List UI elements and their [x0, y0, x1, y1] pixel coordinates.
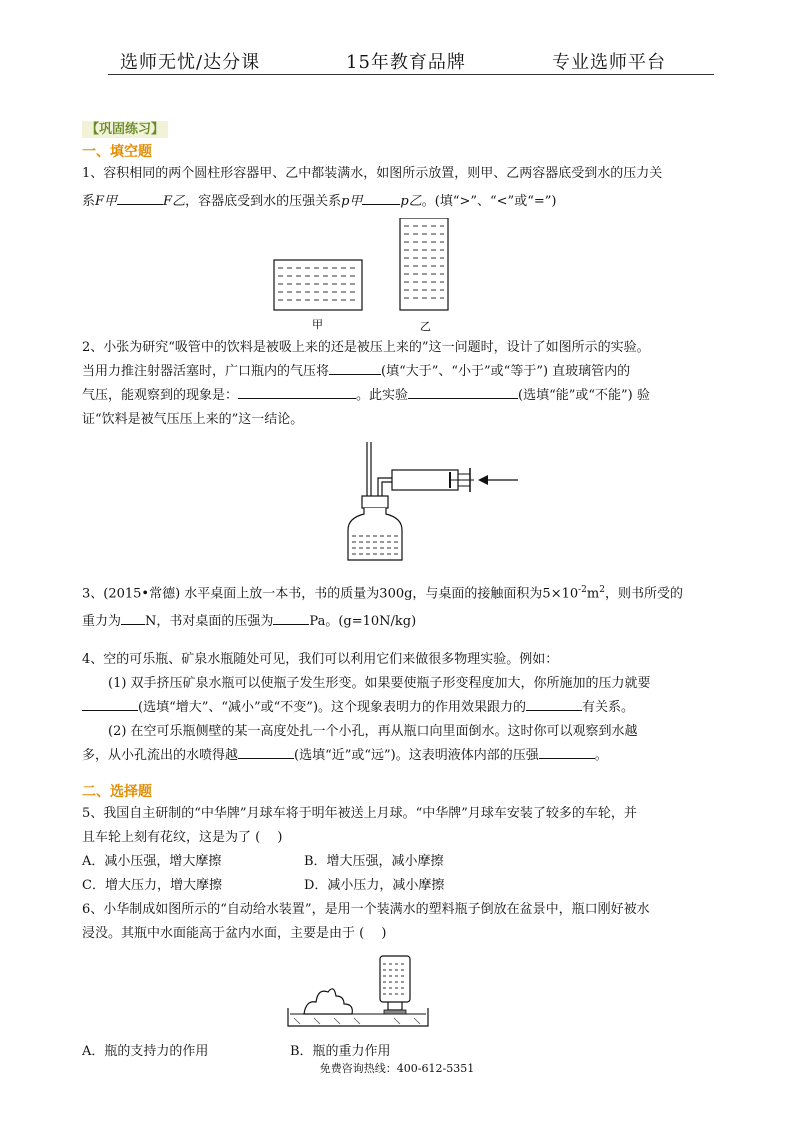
- q1-line1: 1、容积相同的两个圆柱形容器甲、乙中都装满水，如图所示放置，则甲、乙两容器底受到水的压力关: [82, 166, 663, 181]
- q5-option-d[interactable]: D．减小压力，减小摩擦: [304, 878, 445, 894]
- q3-blank-2[interactable]: [273, 610, 309, 625]
- inverted-bottle: [380, 956, 410, 1002]
- q2-line1: 2、小张为研究“吸管中的饮料是被吸上来的还是被压上来的”这一问题时，设计了如图所示的实验。: [82, 340, 650, 355]
- syringe: [392, 470, 458, 490]
- q4-line5: 多，从小孔流出的水喷得越 (选填“近”或“远”)。这表明液体内部的压强 。: [82, 744, 712, 768]
- q5-line1: 5、我国自主研制的“中华牌”月球车将于明年被送上月球。“中华牌”月球车安装了较多的车轮，并: [82, 806, 637, 822]
- q2-blank-2[interactable]: [238, 384, 356, 399]
- q5-option-b[interactable]: B．增大压强，减小摩擦: [304, 854, 444, 870]
- q4-blank-2[interactable]: [526, 696, 582, 711]
- q3-line2: 重力为 N，书对桌面的压强为 Pa。(g=10N/kg): [82, 608, 712, 636]
- q5-option-a[interactable]: A．减小压强，增大摩擦: [82, 854, 222, 870]
- header-center: 15年教育品牌: [346, 52, 466, 73]
- q1-blank-1[interactable]: [117, 190, 163, 205]
- q2-blank-3[interactable]: [408, 384, 518, 399]
- q1-line2: 系F甲 F乙，容器底受到水的压强关系p甲 p乙。(填“>”、“<”或“=”): [82, 190, 712, 214]
- page-header: [108, 48, 714, 75]
- q6-option-a[interactable]: A．瓶的支持力的作用: [82, 1044, 209, 1060]
- document-body: [82, 118, 712, 1064]
- q6-line1: 6、小华制成如图所示的“自动给水装置”，是用一个装满水的塑料瓶子倒放在盆景中，瓶口刚好被水: [82, 902, 650, 918]
- q6-line2: 浸没。其瓶中水面能高于盆内水面，主要是由于 ( ): [82, 926, 387, 942]
- q3-blank-1[interactable]: [121, 610, 145, 625]
- q5-options-row2: [82, 874, 712, 898]
- f-yi-symbol: F乙: [163, 194, 186, 209]
- q4-blank-4[interactable]: [539, 744, 595, 759]
- section-choice-title: 二、选择题: [82, 784, 152, 801]
- f-jia-symbol: F甲: [95, 194, 118, 209]
- footer-hotline: 免费咨询热线：400-612-5351: [319, 1062, 475, 1075]
- q1-blank-2[interactable]: [362, 190, 400, 205]
- section-fill-blank-title: 一、填空题: [82, 144, 152, 160]
- wide-mouth-bottle: [348, 508, 402, 560]
- q4-line3: (选填“增大”、“减小”或“不变”)。这个现象表明力的作用效果跟力的 有关系。: [82, 696, 712, 720]
- q2-blank-1[interactable]: [329, 360, 381, 375]
- container-yi: [400, 218, 448, 310]
- q4-line4: (2) 在空可乐瓶侧壁的某一高度处扎一个小孔，再从瓶口向里面倒水。这时你可以观察到水越: [108, 724, 638, 740]
- q5-line2: 且车轮上刻有花纹，这是为了 ( ): [82, 830, 283, 846]
- q2-line4: 证“饮料是被气压压上来的”这一结论。: [82, 412, 304, 427]
- q6-auto-water-figure: [82, 952, 712, 1038]
- q2-line3: 气压，能观察到的现象是： 。此实验 (选填“能”或“不能”) 验: [82, 384, 712, 408]
- header-left: 选师无忧/达分课: [120, 52, 261, 73]
- q2-line2: 当用力推注射器活塞时，广口瓶内的气压将 (填“大于”、“小于”或“等于”) 直玻璃管内的: [82, 360, 712, 384]
- q5-option-c[interactable]: C．增大压力，增大摩擦: [82, 878, 222, 894]
- q5-options-row1: [82, 850, 712, 874]
- q4-line1: 4、空的可乐瓶、矿泉水瓶随处可见，我们可以利用它们来做很多物理实验。例如：: [82, 652, 559, 668]
- q2-syringe-figure: [82, 438, 712, 566]
- plant-rock: [304, 989, 352, 1014]
- q1-containers-figure: [82, 218, 712, 336]
- header-right: 专业选师平台: [552, 52, 666, 73]
- label-yi: 乙: [420, 320, 431, 333]
- q4-blank-1[interactable]: [82, 696, 138, 711]
- q3-line1: 3、(2015•常德) 水平桌面上放一本书，书的质量为300g，与桌面的接触面积为$5\times 10^{-2}m^2$，则书所受的: [82, 585, 683, 602]
- q4-line2: (1) 双手挤压矿泉水瓶可以使瓶子发生形变。如果要使瓶子形变程度加大，你所施加的压力就要: [108, 676, 651, 692]
- label-jia: 甲: [312, 318, 323, 331]
- p-jia-symbol: p甲: [341, 194, 363, 209]
- q6-option-b[interactable]: B．瓶的重力作用: [290, 1044, 391, 1060]
- q4-blank-3[interactable]: [238, 744, 294, 759]
- section-tag: 【巩固练习】: [82, 121, 168, 138]
- p-yi-symbol: p乙: [400, 194, 422, 209]
